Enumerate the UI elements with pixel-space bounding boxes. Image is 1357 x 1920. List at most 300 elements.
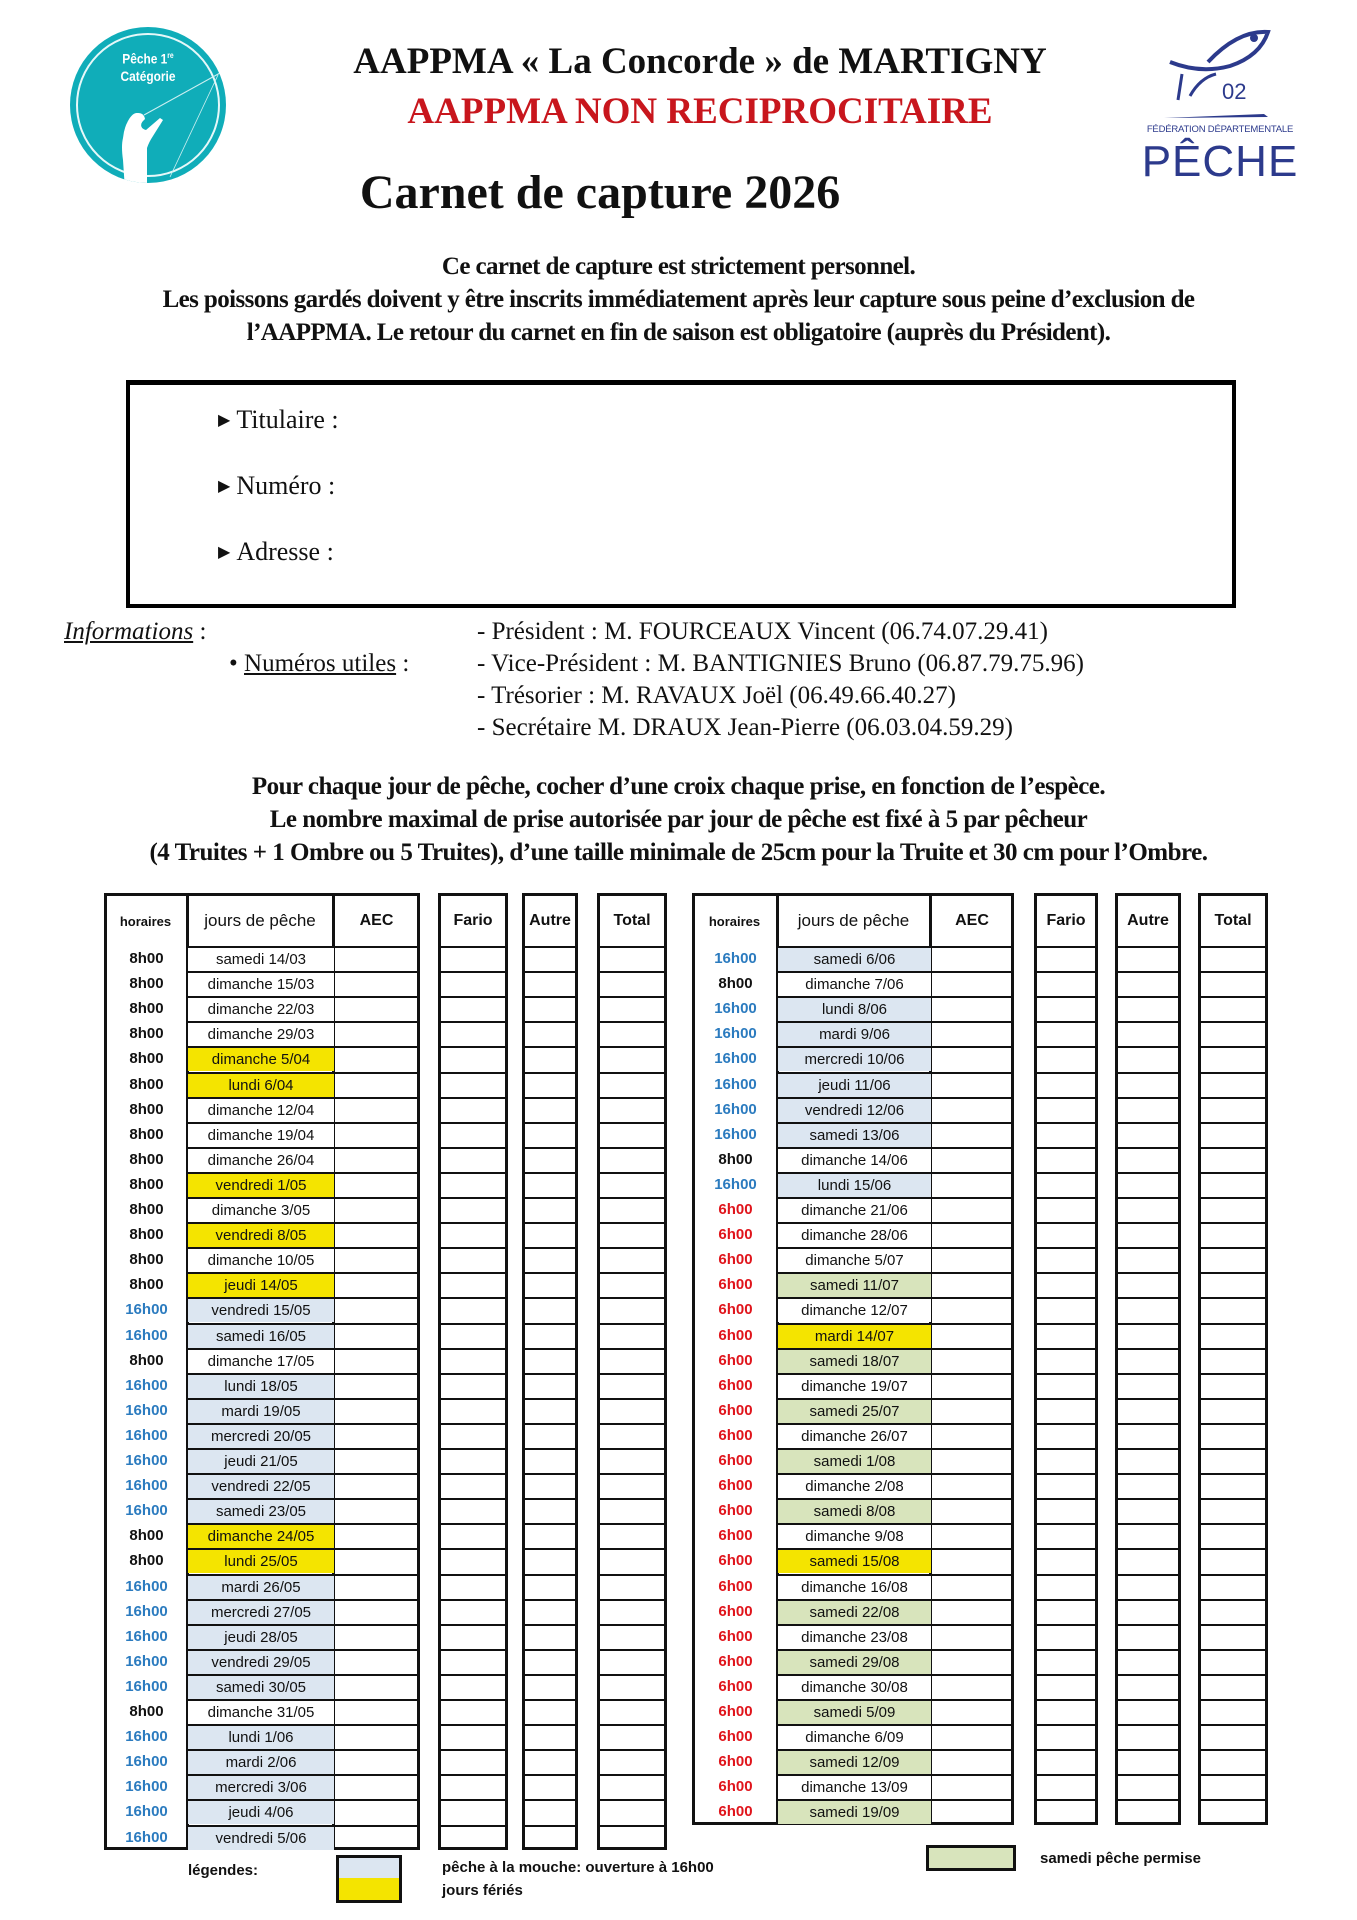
fario-input-cell[interactable] xyxy=(441,1799,505,1824)
autre-input-cell[interactable] xyxy=(1118,1122,1178,1147)
aec-input-cell[interactable] xyxy=(334,1749,417,1774)
autre-input-cell[interactable] xyxy=(1118,1423,1178,1448)
autre-input-cell[interactable] xyxy=(1118,1649,1178,1674)
autre-input-cell[interactable] xyxy=(525,1021,575,1046)
total-input-cell[interactable] xyxy=(600,1825,664,1850)
total-input-cell[interactable] xyxy=(1201,1498,1265,1523)
fario-input-cell[interactable] xyxy=(1037,1172,1095,1197)
day-cell: dimanche 21/06 xyxy=(778,1197,931,1222)
total-input-cell[interactable] xyxy=(1201,1774,1265,1799)
aec-input-cell[interactable] xyxy=(931,1172,1011,1197)
autre-input-cell[interactable] xyxy=(1118,971,1178,996)
total-input-cell[interactable] xyxy=(600,1122,664,1147)
total-input-cell[interactable] xyxy=(600,1774,664,1799)
total-input-cell[interactable] xyxy=(600,1498,664,1523)
aec-input-cell[interactable] xyxy=(931,1473,1011,1498)
fario-input-cell[interactable] xyxy=(441,1523,505,1548)
aec-input-cell[interactable] xyxy=(334,1348,417,1373)
autre-input-cell[interactable] xyxy=(1118,1799,1178,1824)
aec-input-cell[interactable] xyxy=(931,1599,1011,1624)
fario-input-cell[interactable] xyxy=(441,1774,505,1799)
aec-input-cell[interactable] xyxy=(931,1046,1011,1071)
aec-input-cell[interactable] xyxy=(931,1523,1011,1548)
autre-input-cell[interactable] xyxy=(525,1373,575,1398)
total-input-cell[interactable] xyxy=(600,1649,664,1674)
total-input-cell[interactable] xyxy=(600,1699,664,1724)
fario-input-cell[interactable] xyxy=(441,1699,505,1724)
fario-input-cell[interactable] xyxy=(441,1373,505,1398)
autre-input-cell[interactable] xyxy=(1118,1774,1178,1799)
fario-input-cell[interactable] xyxy=(1037,1624,1095,1649)
fario-input-cell[interactable] xyxy=(441,1548,505,1573)
total-input-cell[interactable] xyxy=(1201,1749,1265,1774)
aec-input-cell[interactable] xyxy=(931,1222,1011,1247)
autre-input-cell[interactable] xyxy=(1118,1097,1178,1122)
total-input-cell[interactable] xyxy=(1201,1197,1265,1222)
fario-input-cell[interactable] xyxy=(441,1398,505,1423)
aec-input-cell[interactable] xyxy=(334,1825,417,1850)
fario-input-cell[interactable] xyxy=(441,1348,505,1373)
total-input-cell[interactable] xyxy=(1201,1649,1265,1674)
autre-input-cell[interactable] xyxy=(525,1749,575,1774)
autre-input-cell[interactable] xyxy=(525,1072,575,1097)
fario-input-cell[interactable] xyxy=(1037,971,1095,996)
total-input-cell[interactable] xyxy=(1201,971,1265,996)
fario-input-cell[interactable] xyxy=(1037,946,1095,971)
total-input-cell[interactable] xyxy=(600,1072,664,1097)
autre-input-cell[interactable] xyxy=(525,1774,575,1799)
total-input-cell[interactable] xyxy=(600,1172,664,1197)
aec-input-cell[interactable] xyxy=(334,1072,417,1097)
header-total: Total xyxy=(613,912,651,929)
autre-input-cell[interactable] xyxy=(1118,1172,1178,1197)
aec-input-cell[interactable] xyxy=(931,1348,1011,1373)
total-input-cell[interactable] xyxy=(600,1624,664,1649)
total-input-cell[interactable] xyxy=(1201,1473,1265,1498)
total-input-cell[interactable] xyxy=(600,946,664,971)
total-input-cell[interactable] xyxy=(600,1599,664,1624)
aec-input-cell[interactable] xyxy=(931,1749,1011,1774)
total-input-cell[interactable] xyxy=(1201,1046,1265,1071)
aec-input-cell[interactable] xyxy=(931,946,1011,971)
autre-input-cell[interactable] xyxy=(1118,996,1178,1021)
fario-input-cell[interactable] xyxy=(441,1197,505,1222)
fario-input-cell[interactable] xyxy=(441,1097,505,1122)
fario-input-cell[interactable] xyxy=(441,1072,505,1097)
fario-input-cell[interactable] xyxy=(1037,1398,1095,1423)
aec-input-cell[interactable] xyxy=(931,1548,1011,1573)
badge-line2: Catégorie xyxy=(120,67,176,84)
aec-input-cell[interactable] xyxy=(334,1197,417,1222)
fario-input-cell[interactable] xyxy=(1037,1323,1095,1348)
fario-input-cell[interactable] xyxy=(441,1222,505,1247)
aec-input-cell[interactable] xyxy=(334,1147,417,1172)
total-input-cell[interactable] xyxy=(1201,1172,1265,1197)
fario-input-cell[interactable] xyxy=(1037,1222,1095,1247)
total-input-cell[interactable] xyxy=(1201,1548,1265,1573)
total-input-cell[interactable] xyxy=(1201,1398,1265,1423)
autre-input-cell[interactable] xyxy=(525,1523,575,1548)
aec-input-cell[interactable] xyxy=(931,1699,1011,1724)
fario-input-cell[interactable] xyxy=(441,1724,505,1749)
contact-secretaire: - Secrétaire M. DRAUX Jean-Pierre (06.03.04.59.29) xyxy=(477,714,1013,741)
fario-input-cell[interactable] xyxy=(1037,1799,1095,1824)
total-input-cell[interactable] xyxy=(600,1147,664,1172)
total-input-cell[interactable] xyxy=(600,1473,664,1498)
fario-input-cell[interactable] xyxy=(441,1749,505,1774)
autre-input-cell[interactable] xyxy=(525,1097,575,1122)
total-input-cell[interactable] xyxy=(1201,1574,1265,1599)
autre-input-cell[interactable] xyxy=(1118,1348,1178,1373)
fario-input-cell[interactable] xyxy=(1037,1774,1095,1799)
aec-input-cell[interactable] xyxy=(931,1448,1011,1473)
fario-input-cell[interactable] xyxy=(1037,1046,1095,1071)
aec-input-cell[interactable] xyxy=(931,1774,1011,1799)
aec-input-cell[interactable] xyxy=(334,1398,417,1423)
total-input-cell[interactable] xyxy=(1201,1699,1265,1724)
header-autre: Autre xyxy=(1127,912,1169,929)
autre-input-cell[interactable] xyxy=(525,1599,575,1624)
autre-input-cell[interactable] xyxy=(1118,1297,1178,1322)
autre-input-cell[interactable] xyxy=(525,1172,575,1197)
time-cell: 16h00 xyxy=(125,1452,168,1469)
autre-input-cell[interactable] xyxy=(525,946,575,971)
aec-input-cell[interactable] xyxy=(931,1674,1011,1699)
titulaire-field[interactable] xyxy=(218,405,339,435)
aec-input-cell[interactable] xyxy=(931,1272,1011,1297)
total-input-cell[interactable] xyxy=(1201,1373,1265,1398)
autre-input-cell[interactable] xyxy=(525,1222,575,1247)
total-input-cell[interactable] xyxy=(600,1448,664,1473)
column-total xyxy=(597,893,667,1850)
aec-input-cell[interactable] xyxy=(334,1548,417,1573)
autre-input-cell[interactable] xyxy=(1118,1272,1178,1297)
autre-input-cell[interactable] xyxy=(1118,1724,1178,1749)
total-input-cell[interactable] xyxy=(1201,1599,1265,1624)
total-input-cell[interactable] xyxy=(1201,1674,1265,1699)
fario-input-cell[interactable] xyxy=(441,1046,505,1071)
fario-input-cell[interactable] xyxy=(441,971,505,996)
aec-input-cell[interactable] xyxy=(334,1172,417,1197)
fario-input-cell[interactable] xyxy=(441,996,505,1021)
aec-input-cell[interactable] xyxy=(334,1122,417,1147)
total-input-cell[interactable] xyxy=(600,1749,664,1774)
total-input-cell[interactable] xyxy=(600,1247,664,1272)
aec-input-cell[interactable] xyxy=(334,1774,417,1799)
fario-input-cell[interactable] xyxy=(441,1423,505,1448)
total-input-cell[interactable] xyxy=(1201,1523,1265,1548)
autre-input-cell[interactable] xyxy=(525,1323,575,1348)
autre-input-cell[interactable] xyxy=(525,1122,575,1147)
aec-input-cell[interactable] xyxy=(931,1398,1011,1423)
fario-input-cell[interactable] xyxy=(1037,1297,1095,1322)
aec-input-cell[interactable] xyxy=(334,1097,417,1122)
total-input-cell[interactable] xyxy=(1201,1247,1265,1272)
fario-input-cell[interactable] xyxy=(1037,1021,1095,1046)
autre-input-cell[interactable] xyxy=(525,1398,575,1423)
autre-input-cell[interactable] xyxy=(1118,1749,1178,1774)
aec-input-cell[interactable] xyxy=(334,971,417,996)
aec-input-cell[interactable] xyxy=(334,1297,417,1322)
autre-input-cell[interactable] xyxy=(1118,1373,1178,1398)
autre-input-cell[interactable] xyxy=(1118,1448,1178,1473)
total-input-cell[interactable] xyxy=(1201,1624,1265,1649)
autre-input-cell[interactable] xyxy=(525,996,575,1021)
aec-input-cell[interactable] xyxy=(931,1799,1011,1824)
aec-input-cell[interactable] xyxy=(931,971,1011,996)
autre-input-cell[interactable] xyxy=(525,1624,575,1649)
autre-input-cell[interactable] xyxy=(525,1799,575,1824)
aec-input-cell[interactable] xyxy=(931,1574,1011,1599)
fario-input-cell[interactable] xyxy=(1037,1749,1095,1774)
day-cell: vendredi 8/05 xyxy=(188,1222,334,1247)
autre-input-cell[interactable] xyxy=(525,971,575,996)
total-input-cell[interactable] xyxy=(600,1574,664,1599)
fario-input-cell[interactable] xyxy=(441,1272,505,1297)
aec-input-cell[interactable] xyxy=(931,1373,1011,1398)
fario-input-cell[interactable] xyxy=(441,1448,505,1473)
autre-input-cell[interactable] xyxy=(1118,1498,1178,1523)
total-input-cell[interactable] xyxy=(1201,1021,1265,1046)
autre-input-cell[interactable] xyxy=(1118,1599,1178,1624)
autre-input-cell[interactable] xyxy=(525,1699,575,1724)
autre-input-cell[interactable] xyxy=(1118,1197,1178,1222)
aec-input-cell[interactable] xyxy=(334,1523,417,1548)
fario-input-cell[interactable] xyxy=(1037,1649,1095,1674)
fario-input-cell[interactable] xyxy=(1037,1548,1095,1573)
autre-input-cell[interactable] xyxy=(525,1548,575,1573)
aec-input-cell[interactable] xyxy=(334,1423,417,1448)
aec-input-cell[interactable] xyxy=(334,1323,417,1348)
aec-input-cell[interactable] xyxy=(334,946,417,971)
aec-input-cell[interactable] xyxy=(931,1122,1011,1147)
total-input-cell[interactable] xyxy=(1201,1799,1265,1824)
autre-input-cell[interactable] xyxy=(1118,1523,1178,1548)
total-input-cell[interactable] xyxy=(1201,1122,1265,1147)
fario-input-cell[interactable] xyxy=(1037,1423,1095,1448)
autre-input-cell[interactable] xyxy=(525,1046,575,1071)
fario-input-cell[interactable] xyxy=(1037,1574,1095,1599)
autre-input-cell[interactable] xyxy=(1118,946,1178,971)
fario-input-cell[interactable] xyxy=(1037,1147,1095,1172)
fario-input-cell[interactable] xyxy=(441,1574,505,1599)
autre-input-cell[interactable] xyxy=(525,1297,575,1322)
aec-input-cell[interactable] xyxy=(334,1649,417,1674)
autre-input-cell[interactable] xyxy=(1118,1323,1178,1348)
peche-1re-categorie-logo xyxy=(70,27,226,183)
aec-input-cell[interactable] xyxy=(931,1097,1011,1122)
total-input-cell[interactable] xyxy=(1201,1272,1265,1297)
autre-input-cell[interactable] xyxy=(1118,1574,1178,1599)
autre-input-cell[interactable] xyxy=(525,1473,575,1498)
aec-input-cell[interactable] xyxy=(931,1323,1011,1348)
total-input-cell[interactable] xyxy=(600,1373,664,1398)
autre-input-cell[interactable] xyxy=(525,1674,575,1699)
aec-input-cell[interactable] xyxy=(931,1724,1011,1749)
autre-input-cell[interactable] xyxy=(525,1825,575,1850)
fario-input-cell[interactable] xyxy=(1037,1448,1095,1473)
total-input-cell[interactable] xyxy=(1201,1297,1265,1322)
fario-input-cell[interactable] xyxy=(1037,1097,1095,1122)
aec-input-cell[interactable] xyxy=(931,1649,1011,1674)
numero-field[interactable] xyxy=(218,471,335,501)
fario-input-cell[interactable] xyxy=(441,1674,505,1699)
aec-input-cell[interactable] xyxy=(931,1197,1011,1222)
total-input-cell[interactable] xyxy=(1201,1448,1265,1473)
fario-input-cell[interactable] xyxy=(441,946,505,971)
day-cell: mardi 19/05 xyxy=(188,1398,334,1423)
fario-input-cell[interactable] xyxy=(1037,1523,1095,1548)
total-input-cell[interactable] xyxy=(1201,1222,1265,1247)
total-input-cell[interactable] xyxy=(1201,1097,1265,1122)
autre-input-cell[interactable] xyxy=(525,1197,575,1222)
autre-input-cell[interactable] xyxy=(525,1147,575,1172)
fario-input-cell[interactable] xyxy=(441,1122,505,1147)
time-cell: 8h00 xyxy=(129,1025,164,1043)
fario-input-cell[interactable] xyxy=(1037,1724,1095,1749)
total-input-cell[interactable] xyxy=(600,1046,664,1071)
autre-input-cell[interactable] xyxy=(1118,1398,1178,1423)
autre-input-cell[interactable] xyxy=(1118,1046,1178,1071)
fario-input-cell[interactable] xyxy=(441,1021,505,1046)
fario-input-cell[interactable] xyxy=(1037,1498,1095,1523)
autre-input-cell[interactable] xyxy=(1118,1247,1178,1272)
fario-input-cell[interactable] xyxy=(1037,1072,1095,1097)
fario-input-cell[interactable] xyxy=(441,1323,505,1348)
aec-input-cell[interactable] xyxy=(334,1473,417,1498)
total-input-cell[interactable] xyxy=(600,1724,664,1749)
fario-input-cell[interactable] xyxy=(441,1172,505,1197)
total-input-cell[interactable] xyxy=(600,1523,664,1548)
total-input-cell[interactable] xyxy=(600,1222,664,1247)
aec-input-cell[interactable] xyxy=(931,1072,1011,1097)
aec-input-cell[interactable] xyxy=(334,1699,417,1724)
aec-input-cell[interactable] xyxy=(931,1247,1011,1272)
total-input-cell[interactable] xyxy=(600,1423,664,1448)
total-input-cell[interactable] xyxy=(600,996,664,1021)
autre-input-cell[interactable] xyxy=(1118,1147,1178,1172)
total-input-cell[interactable] xyxy=(1201,1323,1265,1348)
autre-input-cell[interactable] xyxy=(1118,1548,1178,1573)
total-input-cell[interactable] xyxy=(1201,1724,1265,1749)
aec-input-cell[interactable] xyxy=(931,1297,1011,1322)
aec-input-cell[interactable] xyxy=(334,1599,417,1624)
total-input-cell[interactable] xyxy=(1201,946,1265,971)
fario-input-cell[interactable] xyxy=(1037,1122,1095,1147)
adresse-field[interactable] xyxy=(218,537,334,567)
autre-input-cell[interactable] xyxy=(525,1448,575,1473)
total-input-cell[interactable] xyxy=(600,1398,664,1423)
main-block xyxy=(692,893,1014,1825)
fario-input-cell[interactable] xyxy=(441,1624,505,1649)
aec-input-cell[interactable] xyxy=(334,1498,417,1523)
fario-input-cell[interactable] xyxy=(1037,1699,1095,1724)
aec-input-cell[interactable] xyxy=(334,1624,417,1649)
total-input-cell[interactable] xyxy=(600,1297,664,1322)
total-input-cell[interactable] xyxy=(1201,1072,1265,1097)
fario-input-cell[interactable] xyxy=(1037,1473,1095,1498)
aec-input-cell[interactable] xyxy=(931,1147,1011,1172)
aec-input-cell[interactable] xyxy=(931,1498,1011,1523)
aec-input-cell[interactable] xyxy=(334,1222,417,1247)
total-input-cell[interactable] xyxy=(600,1323,664,1348)
total-input-cell[interactable] xyxy=(600,1097,664,1122)
autre-input-cell[interactable] xyxy=(525,1247,575,1272)
aec-input-cell[interactable] xyxy=(334,1799,417,1824)
autre-input-cell[interactable] xyxy=(1118,1699,1178,1724)
fario-input-cell[interactable] xyxy=(1037,996,1095,1021)
aec-input-cell[interactable] xyxy=(931,1624,1011,1649)
fario-input-cell[interactable] xyxy=(441,1247,505,1272)
fario-input-cell[interactable] xyxy=(441,1473,505,1498)
aec-input-cell[interactable] xyxy=(931,1021,1011,1046)
autre-input-cell[interactable] xyxy=(525,1423,575,1448)
autre-input-cell[interactable] xyxy=(525,1348,575,1373)
fario-input-cell[interactable] xyxy=(441,1649,505,1674)
autre-input-cell[interactable] xyxy=(1118,1021,1178,1046)
fario-input-cell[interactable] xyxy=(1037,1272,1095,1297)
autre-input-cell[interactable] xyxy=(525,1649,575,1674)
autre-input-cell[interactable] xyxy=(525,1574,575,1599)
fario-input-cell[interactable] xyxy=(1037,1674,1095,1699)
fario-input-cell[interactable] xyxy=(1037,1373,1095,1398)
time-cell: 8h00 xyxy=(129,1703,164,1720)
aec-input-cell[interactable] xyxy=(334,1448,417,1473)
aec-input-cell[interactable] xyxy=(334,1574,417,1599)
aec-input-cell[interactable] xyxy=(334,1373,417,1398)
total-input-cell[interactable] xyxy=(600,1021,664,1046)
fario-input-cell[interactable] xyxy=(441,1498,505,1523)
aec-input-cell[interactable] xyxy=(334,1021,417,1046)
aec-input-cell[interactable] xyxy=(931,996,1011,1021)
fario-input-cell[interactable] xyxy=(441,1599,505,1624)
aec-input-cell[interactable] xyxy=(334,1247,417,1272)
fario-input-cell[interactable] xyxy=(1037,1197,1095,1222)
autre-input-cell[interactable] xyxy=(1118,1624,1178,1649)
autre-input-cell[interactable] xyxy=(525,1272,575,1297)
autre-input-cell[interactable] xyxy=(1118,1222,1178,1247)
autre-input-cell[interactable] xyxy=(1118,1674,1178,1699)
fario-input-cell[interactable] xyxy=(1037,1247,1095,1272)
aec-input-cell[interactable] xyxy=(334,1272,417,1297)
fario-input-cell[interactable] xyxy=(441,1147,505,1172)
autre-input-cell[interactable] xyxy=(525,1498,575,1523)
fario-input-cell[interactable] xyxy=(1037,1348,1095,1373)
aec-input-cell[interactable] xyxy=(334,1724,417,1749)
aec-input-cell[interactable] xyxy=(334,1674,417,1699)
total-input-cell[interactable] xyxy=(600,1548,664,1573)
total-input-cell[interactable] xyxy=(1201,1423,1265,1448)
total-input-cell[interactable] xyxy=(600,1799,664,1824)
autre-input-cell[interactable] xyxy=(1118,1072,1178,1097)
total-input-cell[interactable] xyxy=(600,1348,664,1373)
aec-input-cell[interactable] xyxy=(931,1423,1011,1448)
total-input-cell[interactable] xyxy=(600,971,664,996)
total-input-cell[interactable] xyxy=(600,1197,664,1222)
total-input-cell[interactable] xyxy=(600,1272,664,1297)
autre-input-cell[interactable] xyxy=(525,1724,575,1749)
aec-input-cell[interactable] xyxy=(334,996,417,1021)
fario-input-cell[interactable] xyxy=(441,1297,505,1322)
total-input-cell[interactable] xyxy=(600,1674,664,1699)
aec-input-cell[interactable] xyxy=(334,1046,417,1071)
fario-input-cell[interactable] xyxy=(1037,1599,1095,1624)
autre-input-cell[interactable] xyxy=(1118,1473,1178,1498)
total-input-cell[interactable] xyxy=(1201,996,1265,1021)
total-input-cell[interactable] xyxy=(1201,1147,1265,1172)
total-input-cell[interactable] xyxy=(1201,1348,1265,1373)
fario-input-cell[interactable] xyxy=(441,1825,505,1850)
